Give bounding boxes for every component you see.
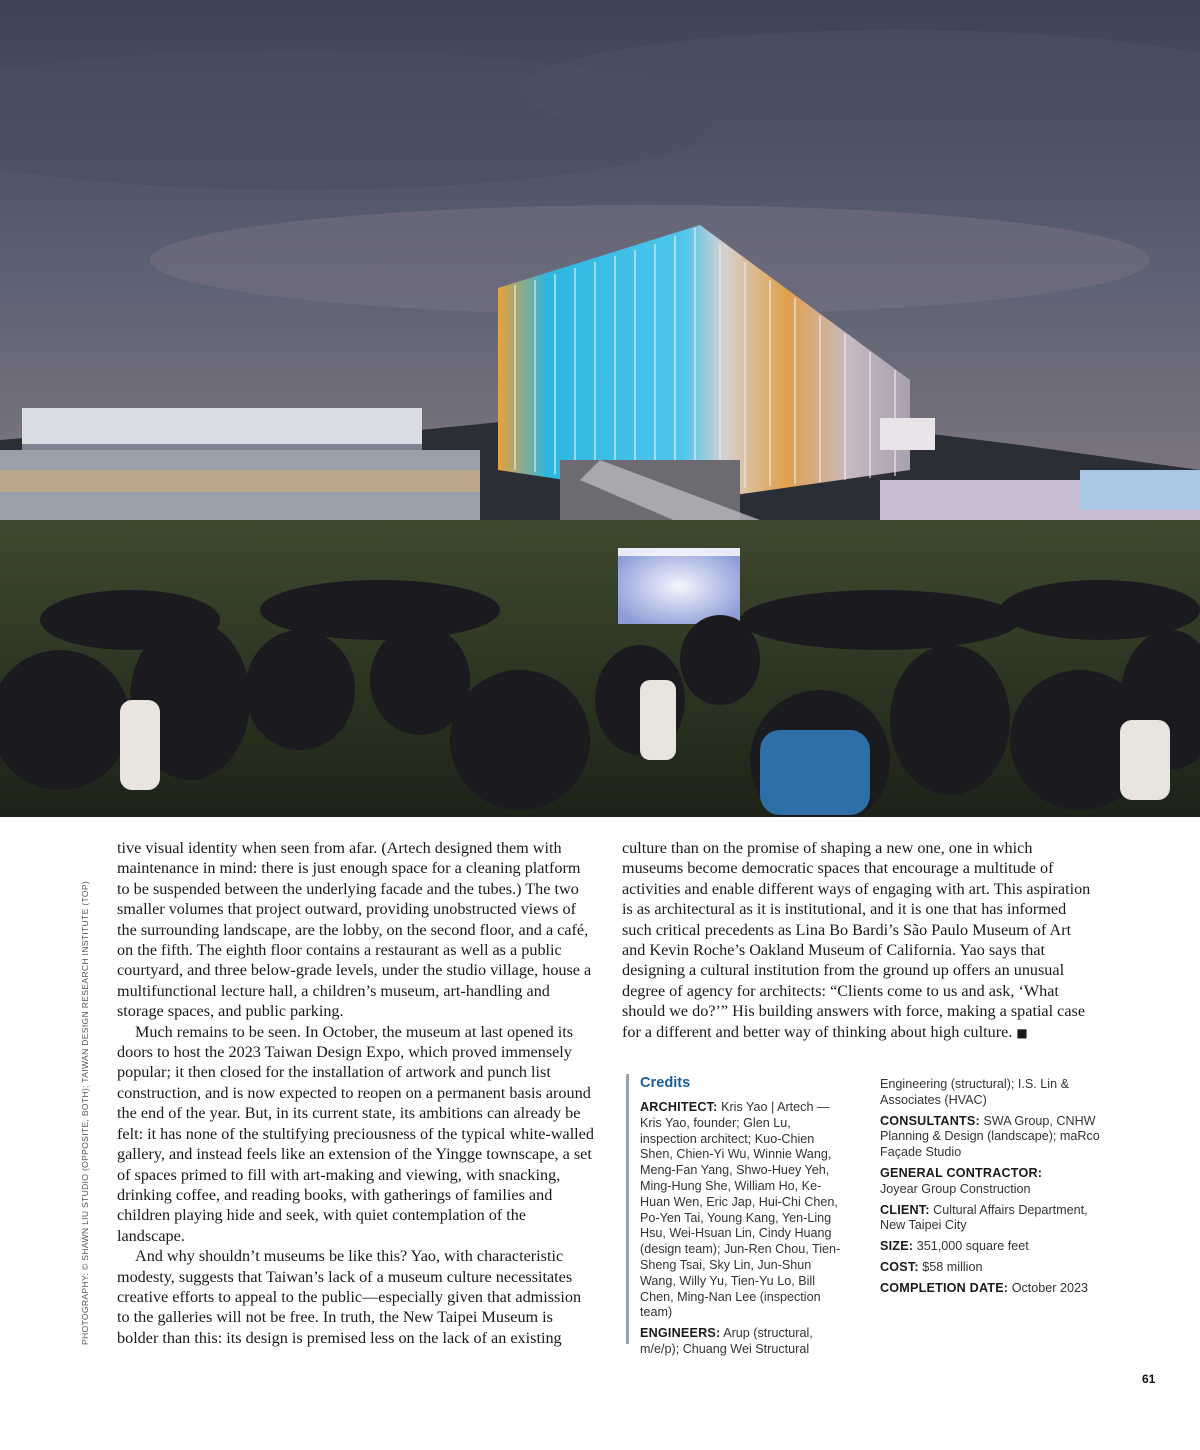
credit-value: Arup (structural, m/e/p); Chuang Wei Structural [640, 1326, 813, 1356]
credit-value: SWA Group, CNHW Planning & Design (landscape); maRco Façade Studio [880, 1113, 1100, 1160]
credit-value: October 2023 [1011, 1280, 1089, 1295]
credit-engineers [640, 1326, 842, 1358]
paragraph [622, 838, 1097, 1043]
paragraph: And why shouldn’t museums be like this? Yao, with characteristic modesty, suggests that Taiwan’s lack of a museum culture necessitates creative efforts to appeal to the public—especially given that admission to the galleries will not be free. In truth, the New Taipei Museum is bolder than this: its design is premised less on the lack of an existing [117, 1247, 582, 1347]
photo-credit: PHOTOGRAPHY: © SHAWN LIU STUDIO (OPPOSITE, BOTH); TAIWAN DESIGN RESEARCH INSTITUTE (TOP) [80, 880, 90, 1345]
credit-completion-date [880, 1281, 1116, 1297]
credit-architect [640, 1100, 842, 1321]
credit-value: Cultural Affairs Department, New Taipei City [880, 1202, 1088, 1233]
credit-value: 351,000 square feet [916, 1239, 1029, 1254]
credit-value: Kris Yao | Artech — Kris Yao, founder; Glen Lu, inspection architect; Kuo-Chien Shen, Chien-Yi Wu, Winnie Wang, Meng-Fan Yang, Shwo-Huey Yeh, Ming-Hung She, William Ho, Ke-Huan Wen, Eric Jap, Hui-Chi Chen, Po-Yen Tai, Young Kang, Yen-Ling Hsu, Wei-Hsuan Lin, Cindy Huang (design team); Jun-Ren Chou, Tien-Sheng Tsai, Sky Lin, Jun-Shun Wang, Willy Yu, Tien-Yu Lo, Bill Chen, Ming-Nan Lee (inspection team) [640, 1100, 841, 1320]
credits-box [626, 1074, 1119, 1356]
credit-client [880, 1203, 1116, 1235]
credit-consultants [880, 1114, 1116, 1161]
credit-label: ARCHITECT: [640, 1100, 718, 1114]
credit-value: Joyear Group Construction [880, 1181, 1031, 1196]
credits-right-column [880, 1077, 1116, 1302]
credits-title: Credits [640, 1075, 691, 1091]
credit-label: CLIENT: [880, 1202, 930, 1217]
credit-value: $58 million [922, 1259, 983, 1274]
end-mark-icon: ■ [1016, 1025, 1028, 1040]
credits-left-column [640, 1100, 842, 1363]
credit-cost [880, 1260, 1116, 1276]
credit-general-contractor [880, 1166, 1116, 1198]
credit-label: SIZE: [880, 1239, 914, 1254]
credit-label: COST: [880, 1259, 919, 1274]
credit-label: GENERAL CONTRACTOR: [880, 1165, 1043, 1180]
article-column-right [622, 838, 1097, 1043]
paragraph: Much remains to be seen. In October, the museum at last opened its doors to host the 2023 Taiwan Design Expo, which proved immensely popular; it then closed for the installation of artwork and punch list construction, and is now expected to reopen on a permanent basis around the end of the year. But, in its current state, its ambitions can already be felt: it has none of the stultifying preciousness of the typical white-walled gallery, and instead feels like an extension of the Yingge townscape, a set of spaces primed to fill with art-making and viewing, with snacking, drinking coffee, and reading books, with gatherings of families and children playing hide and seek, with quiet contemplation of the landscape. [117, 1022, 594, 1245]
credit-label: CONSULTANTS: [880, 1113, 980, 1128]
credit-engineers-continued: Engineering (structural); I.S. Lin & Associates (HVAC) [880, 1077, 1069, 1107]
paragraph: tive visual identity when seen from afar. (Artech designed them with maintenance in mind: there is just enough space for a cleaning platform to be suspended between the underlying facade and the tubes.) The two smaller volumes that project outward, providing unobstructed views of the surrounding landscape, are the lobby, on the second floor, and a café, on the fifth. The eighth floor contains a restaurant as well as a public courtyard, and three below-grade levels, under the studio village, house a multifunctional lecture hall, a children’s museum, art-handling and storage spaces, and public parking. [117, 839, 592, 1021]
credit-label: ENGINEERS: [640, 1326, 721, 1341]
credit-label: COMPLETION DATE: [880, 1280, 1009, 1295]
article-column-left [117, 838, 597, 1348]
paragraph-text: culture than on the promise of shaping a new one, one in which museums become democratic spaces that encourage a multitude of activities and enable different ways of engaging with art. This aspiration is as architectural as it is institutional, and it is one that has informed such critical precedents as Lina Bo Bardi’s São Paulo Museum of Art and Kevin Roche’s Oakland Museum of California. Yao says that designing a cultural institution from the ground up offers an unusual degree of agency for architects: “Clients come to us and ask, ‘What should we do?’” His building answers with force, making a spatial case for a different and better way of thinking about high culture. [622, 839, 1091, 1041]
credit-size [880, 1239, 1116, 1255]
page-number: 61 [1142, 1372, 1156, 1386]
